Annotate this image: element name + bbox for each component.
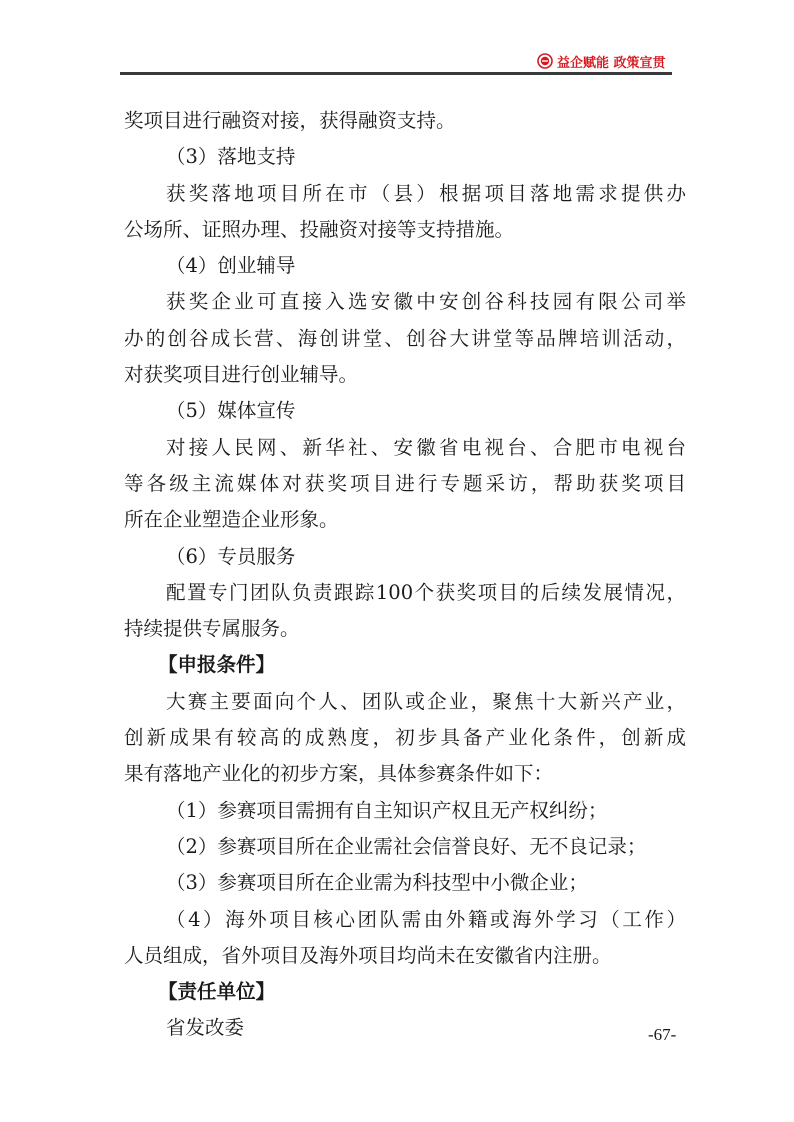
paragraph-line: 对获奖项目进行创业辅导。 (124, 363, 359, 387)
page-number: -67- (648, 1025, 677, 1044)
section-subheading: （3）落地支持 (166, 145, 296, 169)
paragraph-line: 等各级主流媒体对获奖项目进行专题采访，帮助获奖项目 (124, 471, 686, 495)
paragraph-line: 果有落地产业化的初步方案，具体参赛条件如下： (124, 762, 554, 786)
paragraph-line: 获奖企业可直接入选安徽中安创谷科技园有限公司举 (166, 290, 686, 314)
paragraph-line: 奖项目进行融资对接，获得融资支持。 (124, 109, 456, 132)
header-title: 益企赋能 政策宣贯 (557, 55, 666, 71)
document-body (124, 103, 686, 1047)
paragraph-line: 持续提供专属服务。 (124, 617, 300, 641)
section-subheading: （6）专员服务 (166, 544, 296, 568)
paragraph-line: 创新成果有较高的成熟度，初步具备产业化条件，创新成 (124, 726, 686, 750)
condition-item: （2）参赛项目所在企业需社会信誉良好、无不良记录； (166, 834, 647, 858)
condition-item: （3）参赛项目所在企业需为科技型中小微企业； (166, 871, 588, 895)
paragraph-line: 所在企业塑造企业形象。 (124, 508, 339, 532)
paragraph-line: 办的创谷成长营、海创讲堂、创谷大讲堂等品牌培训活动， (124, 326, 686, 350)
paragraph-line: 大赛主要面向个人、团队或企业，聚焦十大新兴产业， (166, 689, 686, 713)
section-heading: 【申报条件】 (158, 653, 276, 677)
section-heading: 【责任单位】 (158, 980, 276, 1004)
paragraph-line: 配置专门团队负责跟踪100个获奖项目的后续发展情况， (166, 580, 686, 604)
condition-item: （4）海外项目核心团队需由外籍或海外学习（工作） (166, 907, 686, 931)
header-badge (537, 50, 666, 72)
paragraph-line: 获奖落地项目所在市（县）根据项目落地需求提供办 (166, 181, 686, 205)
header-divider (120, 72, 672, 75)
section-subheading: （4）创业辅导 (166, 254, 296, 278)
paragraph-line: 公场所、证照办理、投融资对接等支持措施。 (124, 217, 515, 241)
condition-item: （1）参赛项目需拥有自主知识产权且无产权纠纷； (166, 798, 608, 822)
paragraph-line: 省发改委 (166, 1016, 245, 1040)
section-subheading: （5）媒体宣传 (166, 399, 296, 423)
ring-logo-icon (537, 53, 553, 69)
paragraph-line: 人员组成，省外项目及海外项目均尚未在安徽省内注册。 (124, 943, 612, 967)
paragraph-line: 对接人民网、新华社、安徽省电视台、合肥市电视台 (166, 435, 686, 459)
